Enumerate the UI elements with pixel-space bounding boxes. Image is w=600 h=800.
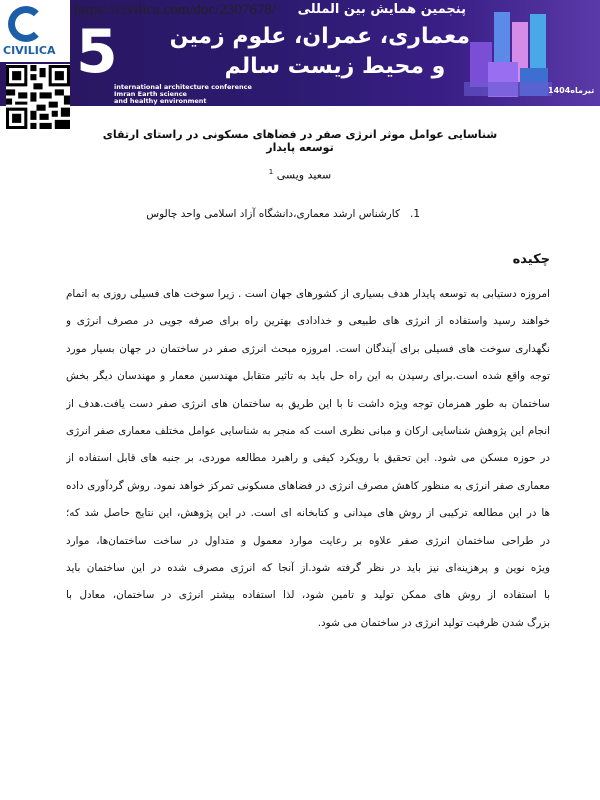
conference-title-line2: معماری، عمران، علوم زمین (169, 24, 470, 49)
conference-english-name (114, 84, 252, 105)
conference-title-line1: پنجمین همایش بین المللی (297, 2, 466, 17)
logo-ring-icon (8, 6, 44, 42)
conference-date: تیرماه1404 (548, 86, 595, 95)
abstract-line: در حوزه مسکن می شود. این تحقیق با رویکرد کیفی و راهبرد مطالعه موردی، بر جنبه های قابل استفاده از (66, 452, 550, 465)
abstract-line: ویژه نوین و پرهزینه‌ای نیز باید در نظر گرفته شود.از آنجا که انرژی مصرف شده در این ساختمان باید (66, 561, 550, 574)
conference-title-line3: و محیط زیست سالم (224, 54, 446, 79)
abstract-line: ساختمان به طور همزمان توجه ویژه داشت تا با این طریق به ساختمان های انرژی صفر دست یافت.هدف از (66, 397, 550, 410)
abstract-line: خواهند رسید واستفاده از انرژی های طبیعی و خدادادی بهترین راه برای صرفه جویی در مصرف انرژی و (66, 315, 550, 328)
abstract-body (66, 281, 550, 637)
logo-text: CIVILICA (3, 44, 56, 57)
abstract-line: انجام این پژوهش شناسایی ارکان و مبانی نظری است که منجر به شناسایی عوامل مختلف معماری صفر انرژی (66, 424, 550, 437)
edition-number: 5 (76, 17, 118, 87)
qr-code-icon[interactable] (6, 64, 70, 130)
paper-title: شناسایی عوامل موثر انرژی صفر در فضاهای مسکونی در راستای ارتقای توسعه پایدار (102, 128, 498, 154)
author-affiliation-marker: 1 (268, 168, 274, 176)
abstract-line: نگهداری سوخت های فسیلی برای آیندگان است. امروزه مبحث انرژی صفر در ساختمان در جهان بسیار مورد (66, 342, 550, 355)
document-url-link[interactable]: https://civilica.com/doc/2307678/ (74, 2, 277, 18)
abstract-line: امروزه دستیابی به توسعه پایدار هدف بسیاری از کشورهای جهان است . زیرا سوخت های فسیلی روزی به اتمام (66, 288, 550, 300)
english-line: Imran Earth science (114, 90, 187, 98)
author-name (200, 168, 400, 182)
abstract-line: ها در این مطالعه ترکیبی از روش های میدانی و کتابخانه ای است. در این پژوهش، این نتایج حاصل شد که؛ (66, 507, 550, 520)
abstract-heading: چکیده (512, 252, 550, 267)
abstract-line: بزرگ شدن ظرفیت تولید انرژی در ساختمان می شود. (317, 616, 550, 629)
english-line: and healthy environment (114, 97, 207, 105)
abstract-line: معماری صفر انرژی به منظور کاهش مصرف انرژی در فضاهای مسکونی تمرکز خواهد نمود. روش گردآوری داده (66, 479, 550, 492)
city-illustration-icon (460, 2, 556, 102)
affiliation-text: کارشناس ارشد معماری،دانشگاه آزاد اسلامی واحد چالوس (146, 208, 400, 220)
abstract-line: توجه واقع شده است.برای رسیدن به این راه حل باید به تاثیر متقابل مهندسین معمار و مهندسان دیگر بخش (66, 370, 550, 383)
abstract-line: در طراحی ساختمان انرژی صفر علاوه بر رعایت موارد معمول و متداول در ساخت ساختمان‌ها، موارد (66, 534, 550, 547)
english-line: international architecture conference (114, 83, 252, 91)
author-text: سعید ویسی (276, 168, 332, 182)
civilica-logo[interactable] (0, 0, 70, 62)
affiliation (140, 208, 420, 220)
abstract-line: با استفاده از روش های ممکن تولید و تامین شود، لذا استفاده بیشتر انرژی در ساختمان، معادل با (66, 589, 550, 602)
affiliation-number: 1. (409, 208, 420, 220)
